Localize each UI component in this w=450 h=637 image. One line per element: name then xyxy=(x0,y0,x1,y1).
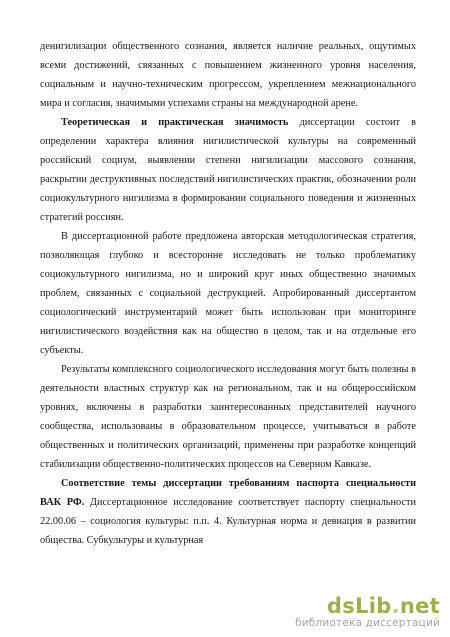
paragraph-2 xyxy=(40,113,416,227)
paragraph-4 xyxy=(40,360,416,474)
paragraph-text: В диссертационной работе предложена авторская методологическая стратегия, позволяющая глубоко и всесторонне исследовать не только проблематику социокультурного нигилизма, но и широкий круг иных общественно значимых проблем, связанных с социальной деструкцией. Апробированный диссертантом социологический инструментарий может быть использован при мониторинге нигилистического воздействия как на общество в целом, так и на отдельные его субъекты. xyxy=(40,231,416,356)
site-watermark xyxy=(295,595,440,629)
paragraph-text: Диссертационное исследование соответствует паспорту специальности 22.00.06 – социология культуры: п.п. 4. Культурная норма и девиация в развитии общества. Субкультуры и культурная xyxy=(40,497,416,546)
paragraph-1 xyxy=(40,37,416,113)
paragraph-heading: Теоретическая и практическая значимость xyxy=(61,117,289,128)
paragraph-5 xyxy=(40,474,416,550)
document-page xyxy=(40,37,416,550)
paragraph-text: диссертации состоит в определении характера влияния нигилистической культуры на современный российский социум, выявлении степени нигилизации массового сознания, раскрытии деструктивных последствий нигилистических практик, обозначении роли социокультурного нигилизма в формировании социального поведения и жизненных стратегий россиян. xyxy=(40,117,417,223)
paragraph-3 xyxy=(40,227,416,360)
watermark-subtitle: библиотека диссертаций xyxy=(295,617,440,629)
paragraph-heading: Соответствие темы диссертации требованиям паспорта специальности ВАК РФ. xyxy=(40,478,416,508)
paragraph-text: денигилизации общественного сознания, является наличие реальных, ощутимых всеми достижений, связанных с повышением жизненного уровня населения, социальным и научно-техническим прогрессом, укреплением межнационального мира и согласия, значимыми успехами страны на международной арене. xyxy=(40,41,416,109)
paragraph-text: Результаты комплексного социологического исследования могут быть полезны в деятельности властных структур как на региональном, так и на общероссийском уровнях, включены в разработки заинтересованных представителей научного сообщества, использованы в образовательном процессе, учитываться в работе общественных и политических организаций, применены при разработке концепций стабилизации общественно-политических процессов на Северном Кавказе. xyxy=(40,364,416,470)
watermark-logo: dsLib.net xyxy=(326,594,440,618)
